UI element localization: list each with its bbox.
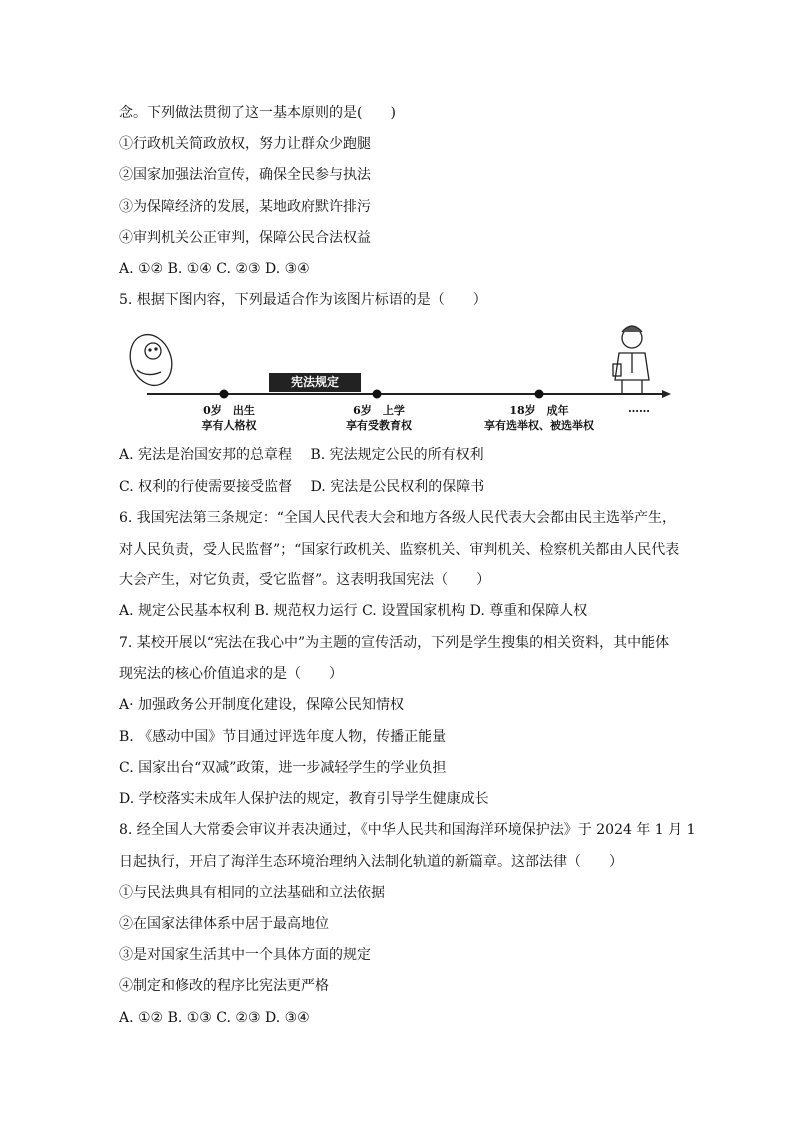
age-0-right: 享有人格权 xyxy=(201,419,257,432)
question-6-line-3: 大会产生，对它负责，受它监督”。这表明我国宪法（ ） xyxy=(119,572,491,588)
answer-choices-4: A. ①② B. ①④ C. ②③ D. ③④ xyxy=(119,261,310,277)
rights-timeline-figure xyxy=(119,318,679,438)
age-6-label: 6岁 上学 xyxy=(353,404,405,417)
q7-choice-d: D. 学校落实未成年人保护法的规定，教育引导学生健康成长 xyxy=(119,791,489,807)
question-7-line-2: 现宪法的核心价值追求的是（ ） xyxy=(119,666,343,682)
option-1: ①行政机关简政放权，努力让群众少跑腿 xyxy=(119,136,371,152)
q7-choice-b: B. 《感动中国》节目通过评选年度人物，传播正能量 xyxy=(119,729,447,745)
point-6 xyxy=(373,390,382,399)
q8-option-4: ④制定和修改的程序比宪法更严格 xyxy=(119,978,329,994)
point-0 xyxy=(220,390,229,399)
option-4: ④审判机关公正审判，保障公民合法权益 xyxy=(119,230,371,246)
point-18 xyxy=(535,390,544,399)
question-4-tail: 念。下列做法贯彻了这一基本原则的是( ) xyxy=(119,105,396,121)
q6-choices: A. 规定公民基本权利 B. 规范权力运行 C. 设置国家机构 D. 尊重和保障人权 xyxy=(119,603,588,619)
option-3: ③为保障经济的发展，某地政府默许排污 xyxy=(119,199,371,215)
option-2: ②国家加强法治宣传，确保全民参与执法 xyxy=(119,167,371,183)
adult-illustration xyxy=(613,326,649,394)
question-6-line-2: 对人民负责，受人民监督”；“国家行政机关、监察机关、审判机关、检察机关都由人民代表 xyxy=(119,542,680,558)
timeline-ellipsis: …… xyxy=(628,402,650,415)
baby-illustration xyxy=(123,329,178,392)
age-0-label: 0岁 出生 xyxy=(203,404,255,417)
question-7-line-1: 7. 某校开展以“宪法在我心中”为主题的宣传活动，下列是学生搜集的相关资料，其中能体 xyxy=(119,635,670,651)
q8-option-1: ①与民法典具有相同的立法基础和立法依据 xyxy=(119,885,385,901)
age-18-right: 享有选举权、被选举权 xyxy=(484,419,594,432)
question-8-line-1: 8. 经全国人大常委会审议并表决通过，《中华人民共和国海洋环境保护法》于 2024 年 1 月 1 xyxy=(119,822,696,838)
age-6-right: 享有受教育权 xyxy=(346,419,412,432)
constitution-banner: 宪法规定 xyxy=(269,373,361,392)
q7-choice-a: A· 加强政务公开制度化建设，保障公民知情权 xyxy=(119,697,405,713)
question-5: 5. 根据下图内容，下列最适合作为该图片标语的是（ ） xyxy=(119,292,487,308)
q5-choices-cd: C. 权利的行使需要接受监督 D. 宪法是公民权利的保障书 xyxy=(119,479,485,495)
q7-choice-c: C. 国家出台“双减”政策，进一步减轻学生的学业负担 xyxy=(119,760,447,776)
question-8-line-2: 日起执行，开启了海洋生态环境治理纳入法制化轨道的新篇章。这部法律（ ） xyxy=(119,854,623,870)
q5-choices-ab: A. 宪法是治国安邦的总章程 B. 宪法规定公民的所有权利 xyxy=(119,447,484,463)
q8-option-2: ②在国家法律体系中居于最高地位 xyxy=(119,916,329,932)
q8-choices: A. ①② B. ①③ C. ②③ D. ③④ xyxy=(119,1010,310,1026)
q8-option-3: ③是对国家生活其中一个具体方面的规定 xyxy=(119,947,371,963)
question-6-line-1: 6. 我国宪法第三条规定：“全国人民代表大会和地方各级人民代表大会都由民主选举产生， xyxy=(119,510,676,526)
age-18-label: 18岁 成年 xyxy=(509,404,569,417)
